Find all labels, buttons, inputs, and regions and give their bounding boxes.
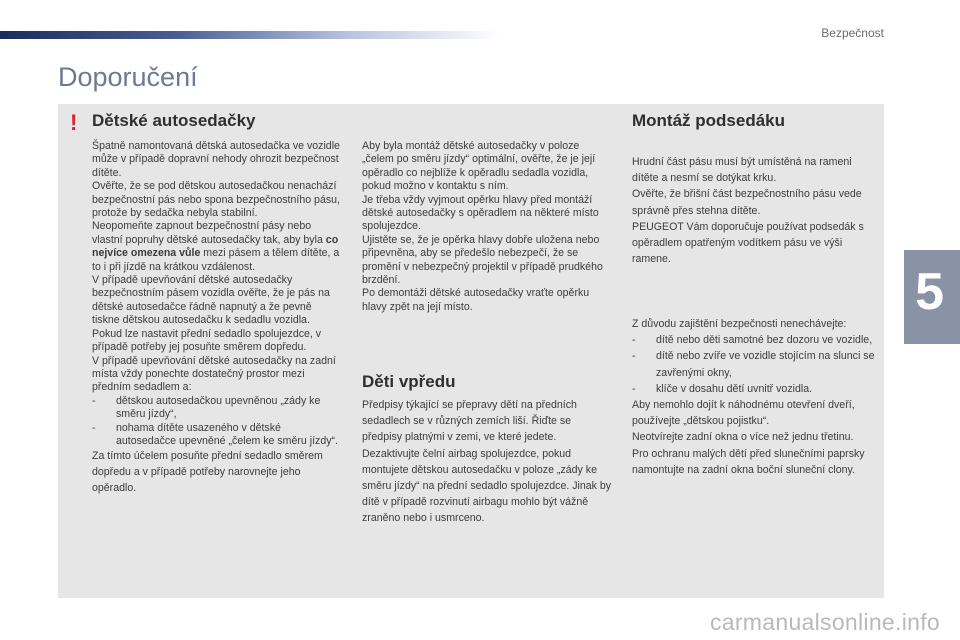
safety-text	[632, 316, 878, 478]
paragraph: Aby byla montáž dětské autosedačky v poloze „čelem po směru jízdy“ optimální, ověřte, že je její opěradlo co nejblíže k opěradlu sedadla vozidla, pokud možno v kontaktu s ním.	[362, 140, 596, 193]
watermark: carmanualsonline.info	[709, 609, 940, 635]
text: mezi pásem a tělem dítěte, a to i při jízdě na krátkou vzdálenost.	[92, 247, 340, 273]
paragraph: V případě upevňování dětské autosedačky na zadní místa vždy ponechte dostatečný prostor mezi předním sedadlem a:	[92, 354, 336, 394]
paragraph: Dezaktivujte čelní airbag spolujezdce, pokud montujete dětskou autosedačku v poloze „zády ke směru jízdy“ na přední sedadlo spolujezdce. Jinak by dítě v případě rozvinutí airbagu mohlo být vážně zraněno nebo i usmrceno.	[362, 447, 612, 525]
heading-booster: Montáž podsedáku	[632, 111, 786, 130]
paragraph: PEUGEOT Vám doporučuje používat podsedák s opěradlem opatřeným vodítkem pásu ve výši ramene.	[632, 220, 864, 266]
section-name: Bezpečnost	[821, 26, 884, 40]
list-item: - dítě nebo děti samotné bez dozoru ve vozidle,	[632, 332, 878, 348]
paragraph	[92, 220, 342, 274]
child-seats-column-1	[92, 140, 342, 496]
paragraph: Ověřte, že se pod dětskou autosedačkou nenachází bezpečnostní pás nebo spona bezpečnostního pásu, protože by sedačka nebyla stabilní.	[92, 180, 340, 220]
text: Neopomeňte zapnout bezpečnostní pásy nebo vlastní popruhy dětské autosedačky tak, aby byla	[92, 220, 326, 246]
bullet-list	[92, 395, 342, 449]
booster-text	[632, 154, 878, 267]
heading-children-front: Děti vpředu	[362, 372, 456, 391]
paragraph: Za tímto účelem posuňte přední sedadlo směrem dopředu a v případě potřeby narovnejte jeho opěradlo.	[92, 450, 323, 495]
header-gradient-bar	[0, 31, 500, 39]
list-item: - nohama dítěte usazeného v dětské autosedačce upevněné „čelem ke směru jízdy“.	[92, 422, 342, 449]
paragraph: Je třeba vždy vyjmout opěrku hlavy před montáží dětské autosedačky s opěradlem na některé místo spolujezdce.	[362, 193, 599, 233]
bold-text: co nejvíce omezena vůle	[92, 233, 339, 260]
list-item: - dětskou autosedačkou upevněnou „zády ke směru jízdy“,	[92, 395, 342, 422]
list-item: - dítě nebo zvíře ve vozidle stojícím na slunci se zavřenými okny,	[632, 348, 878, 380]
page-title: Doporučení	[58, 62, 198, 92]
list-item: - klíče v dosahu dětí uvnitř vozidla.	[632, 381, 878, 397]
paragraph: Ověřte, že břišní část bezpečnostního pásu vede správně přes stehna dítěte.	[632, 188, 862, 217]
children-front-text	[362, 397, 612, 527]
paragraph: V případě upevňování dětské autosedačky bezpečnostním pásem vozidla ověřte, že je pás na dětské autosedačce řádně napnutý a že pevně tiskne dětskou autosedačku k sedadlu vozidla. Pokud lze nastavit přední sedadlo spolujezdce, v případě potřeby jej posuňte směrem dopředu.	[92, 274, 330, 354]
paragraph: Z důvodu zajištění bezpečnosti nenechávejte:	[632, 318, 847, 330]
chapter-number: 5	[915, 263, 944, 321]
child-seats-column-2	[362, 140, 608, 314]
paragraph: Hrudní část pásu musí být umístěná na rameni dítěte a nesmí se dotýkat krku.	[632, 156, 852, 185]
paragraph: Předpisy týkající se přepravy dětí na předních sedadlech se v různých zemích liší. Řiďte se předpisy platnými v zemi, ve které jedete.	[362, 399, 577, 444]
heading-child-seats: Dětské autosedačky	[92, 111, 256, 130]
paragraph: Špatně namontovaná dětská autosedačka ve vozidle může v případě dopravní nehody ohrozit bezpečnost dítěte.	[92, 140, 340, 179]
paragraph: Ujistěte se, že je opěrka hlavy dobře uložena nebo připevněna, aby se předešlo nebezpečí, že se promění v nebezpečný projektil v případě prudkého brzdění.	[362, 233, 603, 287]
paragraph: Neotvírejte zadní okna o více než jednu třetinu.	[632, 431, 854, 444]
bullet-list	[632, 332, 878, 397]
warning-icon: !	[70, 110, 78, 135]
paragraph: Po demontáži dětské autosedačky vraťte opěrku hlavy zpět na její místo.	[362, 287, 590, 313]
paragraph: Pro ochranu malých dětí před slunečními paprsky namontujte na zadní okna boční sluneční clony.	[632, 447, 865, 476]
paragraph: Aby nemohlo dojít k náhodnému otevření dveří, používejte „dětskou pojistku“.	[632, 399, 855, 428]
